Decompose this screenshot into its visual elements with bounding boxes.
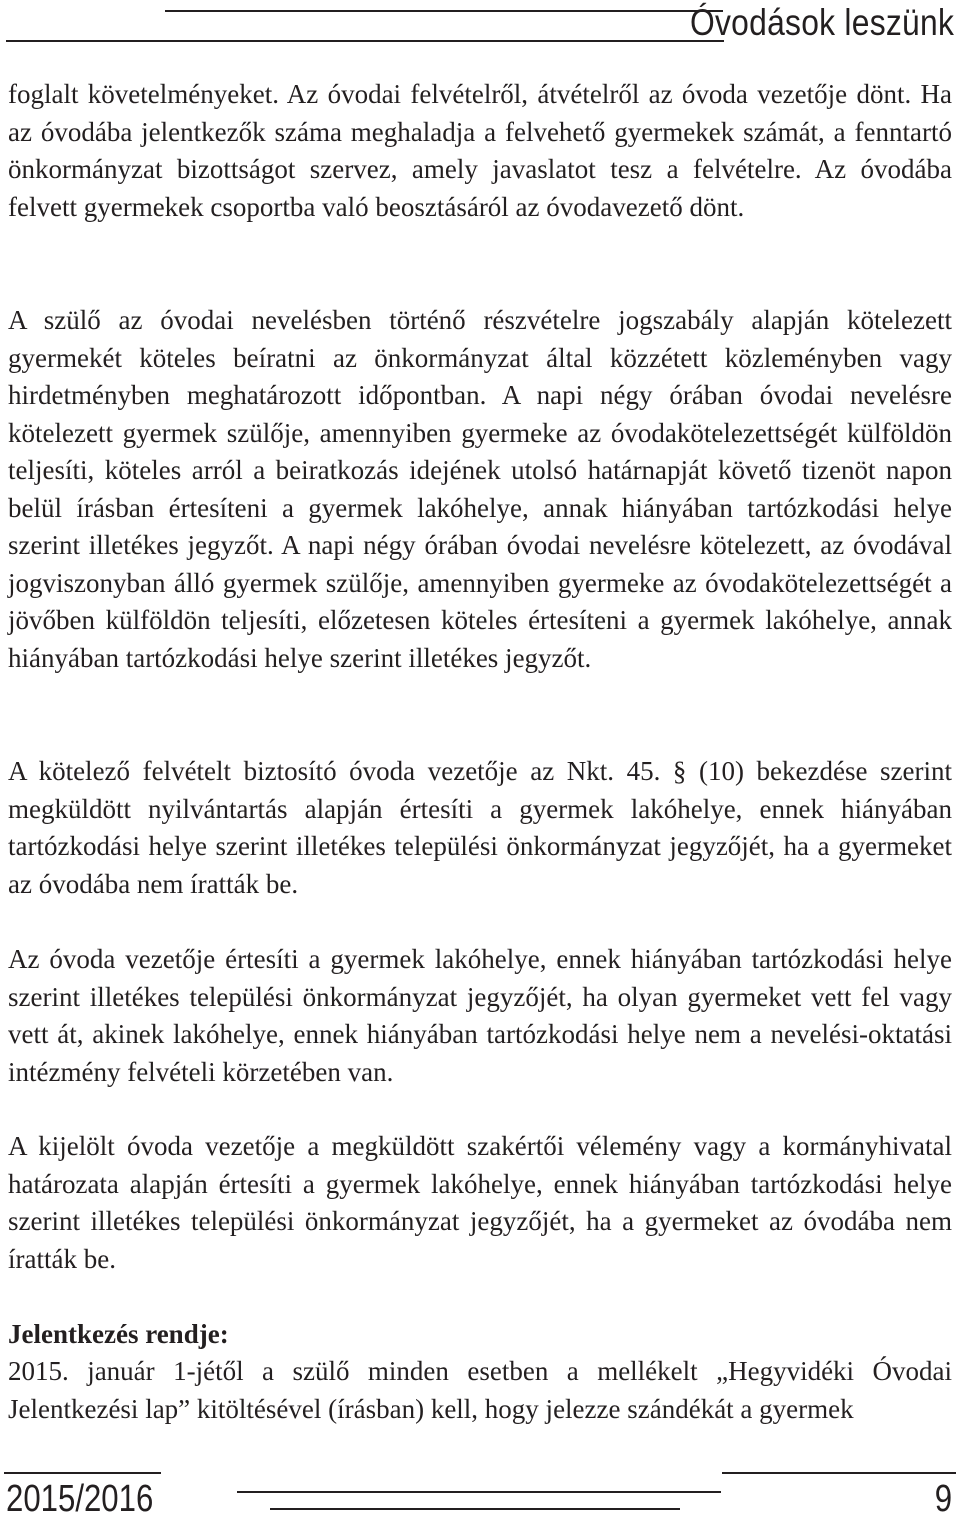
paragraph-mandatory-admission: A kötelező felvételt biztosító óvoda vezetője az Nkt. 45. § (10) bekezdése szerint megküldött nyilvántartás alapján értesíti a gyermek lakóhelye, ennek hiányában tartózkodási helye szerint illetékes települési önkormányzat jegyzőjét, ha a gyermeket az óvodába nem íratták be. (8, 756, 952, 899)
heading-application-procedure: Jelentkezés rendje: (8, 1319, 229, 1349)
header-rule-top (165, 10, 723, 12)
footer-rule-right (722, 1472, 956, 1474)
footer-rule-main (237, 1491, 721, 1493)
paragraph-application-2015: 2015. január 1-jétől a szülő minden esetben a mellékelt „Hegyvidéki Óvodai Jelentkezési lap” kitöltésével (írásban) kell, hogy jelezze szándékát a gyermek (8, 1356, 952, 1424)
header-rule-bottom (6, 40, 724, 42)
section-heading (8, 1316, 952, 1354)
paragraph-district-notification: Az óvoda vezetője értesíti a gyermek lakóhelye, ennek hiányában tartózkodási helye szerint illetékes települési önkormányzat jegyzőjét, ha olyan gyermeket vett fel vagy vett át, akinek lakóhelye, ennek hiányában tartózkodási helye nem a nevelési-oktatási intézmény felvételi körzetében van. (8, 944, 952, 1087)
footer-rule-short (270, 1508, 680, 1510)
footer-year: 2015/2016 (6, 1478, 154, 1520)
running-header-title: Óvodások leszünk (689, 2, 954, 43)
footer-rule-left (4, 1472, 161, 1474)
paragraph-parent-obligation: A szülő az óvodai nevelésben történő részvételre jogszabály alapján kötelezett gyermekét köteles beíratni az önkormányzat által közzétett közleményben vagy hirdetményben meghatározott időpontban. A napi négy órában óvodai nevelésre kötelezett gyermek szülője, amennyiben gyermeke az óvodakötelezettségét külföldön teljesíti, köteles arról a beiratkozás idejének utolsó határnapját követő tizenöt napon belül írásban értesíteni a gyermek lakóhelye, annak hiányában tartózkodási helye szerint illetékes jegyzőt. A napi négy órában óvodai nevelésre kötelezett, az óvodával jogviszonyban álló gyermek szülője, amennyiben gyermeke az óvodakötelezettségét a jövőben külföldön teljesíti, előzetesen köteles értesíteni a gyermek lakóhelye, annak hiányában tartózkodási helye szerint illetékes jegyzőt. (8, 305, 952, 673)
paragraph-admission-decision: foglalt követelményeket. Az óvodai felvételről, átvételről az óvoda vezetője dönt. Ha az óvodába jelentkezők száma meghaladja a felvehető gyermekek számát, a fenntartó önkormányzat bizottságot szervez, amely javaslatot tesz a felvételre. Az óvodába felvett gyermekek csoportba való beosztásáról az óvodavezető dönt. (8, 79, 952, 222)
paragraph-designated-kindergarten: A kijelölt óvoda vezetője a megküldött szakértői vélemény vagy a kormányhivatal határozata alapján értesíti a gyermek lakóhelye, ennek hiányában tartózkodási helye szerint illetékes települési önkormányzat jegyzőjét, ha a gyermeket az óvodába nem íratták be. (8, 1131, 952, 1274)
page-number: 9 (934, 1478, 952, 1520)
